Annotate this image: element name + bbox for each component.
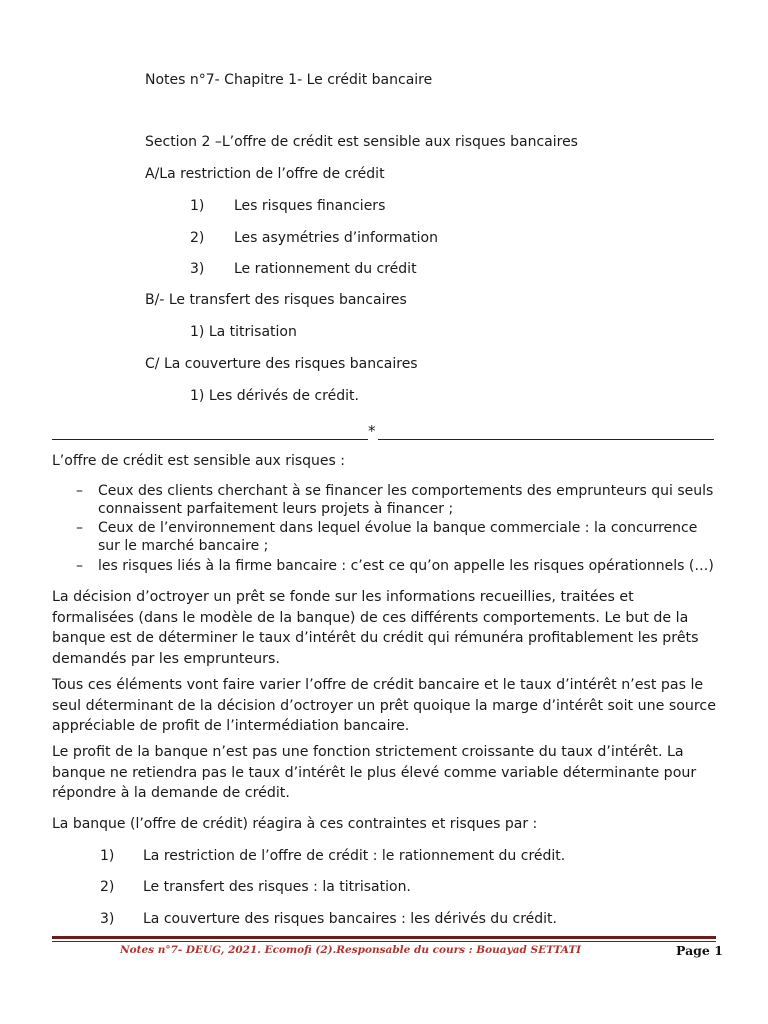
separator-line-right [378, 439, 714, 440]
bullet-text: Ceux de l’environnement dans lequel évolue la banque commerciale : la concurrence sur le marché bancaire ; [98, 520, 698, 554]
bullet-text: Ceux des clients cherchant à se financer les comportements des emprunteurs qui seuls connaissent parfaitement leurs projets à financer ; [98, 483, 714, 517]
paragraph: La banque (l’offre de crédit) réagira à ces contraintes et risques par : [52, 816, 538, 832]
outline-heading-c: C/ La couverture des risques bancaires [145, 356, 418, 372]
response-item-1-number: 1) [100, 848, 115, 864]
response-item-2-label: Le transfert des risques : la titrisation. [143, 879, 411, 895]
response-item-3-number: 3) [100, 911, 115, 927]
outline-a-item-3-label: Le rationnement du crédit [234, 261, 417, 277]
outline-a-item-1-number: 1) [190, 198, 205, 214]
outline-a-item-2-label: Les asymétries d’information [234, 230, 438, 246]
outline-heading-a: A/La restriction de l’offre de crédit [145, 166, 385, 182]
section-heading: Section 2 –L’offre de crédit est sensible aux risques bancaires [145, 134, 578, 150]
bullet-item [76, 482, 716, 518]
footer-rule-thin [52, 941, 716, 942]
page-number: Page 1 [676, 943, 723, 958]
outline-a-item-3-number: 3) [190, 261, 205, 277]
outline-a-item-2-number: 2) [190, 230, 205, 246]
paragraph: Tous ces éléments vont faire varier l’offre de crédit bancaire et le taux d’intérêt n’est pas le seul déterminant de la décision d’octroyer un prêt quoique la marge d’intérêt soit une source appréciable de profit de l’intermédiation bancaire. [52, 677, 716, 734]
outline-c-item: 1) Les dérivés de crédit. [190, 388, 359, 404]
section-separator [52, 422, 714, 442]
response-item-1-label: La restriction de l’offre de crédit : le rationnement du crédit. [143, 848, 566, 864]
outline-heading-b: B/- Le transfert des risques bancaires [145, 292, 407, 308]
paragraph: Le profit de la banque n’est pas une fonction strictement croissante du taux d’intérêt. La banque ne retiendra pas le taux d’intérêt le plus élevé comme variable déterminante pour répondre à la demande de crédit. [52, 744, 697, 801]
bullet-dash: – [76, 483, 83, 499]
page-title: Notes n°7- Chapitre 1- Le crédit bancaire [145, 72, 433, 88]
bullet-item [76, 557, 716, 575]
footer-text: Notes n°7- DEUG, 2021. Ecomofi (2).Responsable du cours : Bouayad SETTATI [120, 944, 582, 956]
body-intro: L’offre de crédit est sensible aux risques : [52, 453, 346, 469]
outline-a-item-1-label: Les risques financiers [234, 198, 386, 214]
bullet-dash: – [76, 558, 83, 574]
bullet-item [76, 519, 716, 555]
separator-star: * [368, 422, 376, 440]
bullet-text: les risques liés à la firme bancaire : c’est ce qu’on appelle les risques opérationnels (…) [98, 558, 714, 574]
response-item-2-number: 2) [100, 879, 115, 895]
paragraph: La décision d’octroyer un prêt se fonde sur les informations recueillies, traitées et formalisées (dans le modèle de la banque) de ces différents comportements. Le but de la banque est de déterminer le taux d’intérêt du crédit qui rémunéra profitablement les prêts demandés par les emprunteurs. [52, 589, 699, 667]
separator-line-left [52, 439, 368, 440]
outline-b-item: 1) La titrisation [190, 324, 297, 340]
bullet-dash: – [76, 520, 83, 536]
response-item-3-label: La couverture des risques bancaires : les dérivés du crédit. [143, 911, 557, 927]
footer-rule-thick [52, 936, 716, 939]
